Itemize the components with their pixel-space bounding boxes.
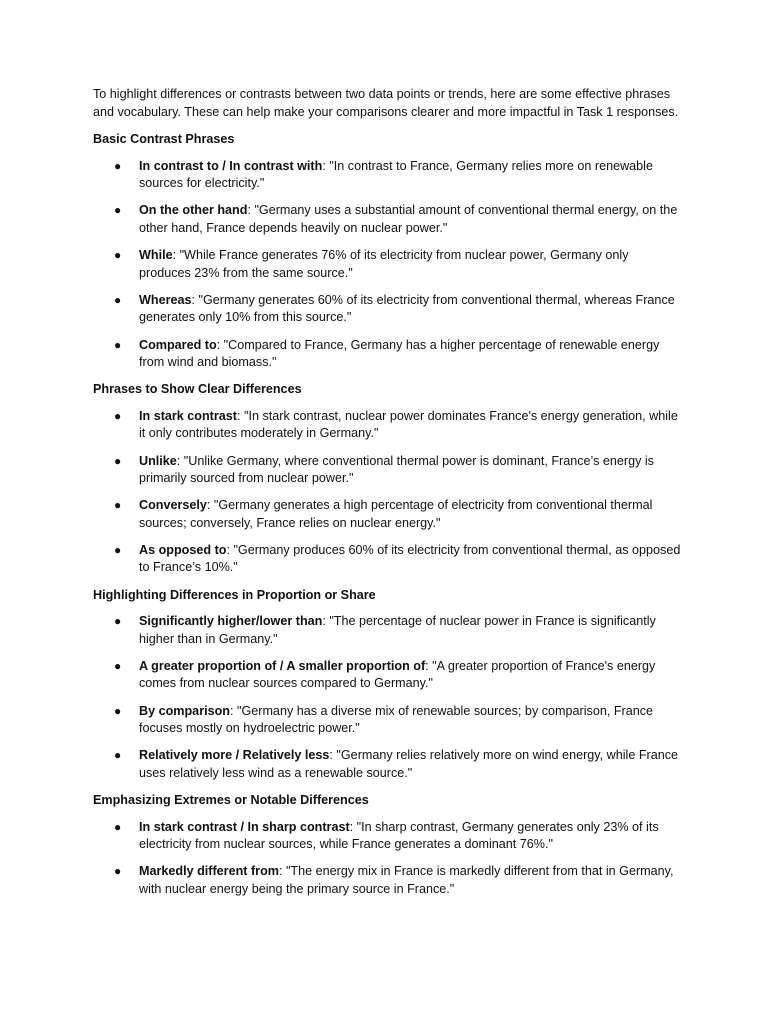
- bullet-icon: ●: [114, 158, 122, 173]
- item-term: Significantly higher/lower than: [139, 614, 323, 629]
- bullet-icon: ●: [114, 248, 122, 263]
- section-heading: Phrases to Show Clear Differences: [93, 382, 302, 397]
- list-item: [93, 202, 683, 237]
- bullet-icon: ●: [114, 408, 122, 423]
- item-term: By comparison: [139, 703, 230, 718]
- item-text: : "Germany relies relatively more on wind energy, while France uses relatively less wind as a renewable source.": [139, 748, 679, 780]
- bullet-icon: ●: [114, 292, 122, 307]
- item-term: As opposed to: [139, 542, 227, 557]
- section-heading: Highlighting Differences in Proportion or Share: [93, 587, 376, 602]
- list-item: [93, 292, 683, 327]
- bullet-icon: ●: [114, 614, 122, 629]
- bullet-list: [93, 819, 683, 899]
- section-heading: Emphasizing Extremes or Notable Differences: [93, 792, 369, 807]
- list-item: [93, 819, 683, 854]
- item-text: : "In stark contrast, nuclear power dominates France's energy generation, while it only contributes moderately in Germany.": [139, 408, 678, 441]
- item-text: : "The percentage of nuclear power in France is significantly higher than in Germany.": [139, 614, 656, 646]
- item-text: : "Compared to France, Germany has a higher percentage of renewable energy from wind and biomass.": [139, 337, 660, 370]
- bullet-list: [93, 613, 683, 782]
- item-term: Whereas: [139, 292, 192, 307]
- item-term: On the other hand: [139, 203, 248, 218]
- bullet-icon: ●: [114, 748, 122, 763]
- list-item: [93, 747, 683, 782]
- item-term: A greater proportion of / A smaller proportion of: [139, 658, 426, 673]
- list-item: [93, 497, 683, 532]
- bullet-icon: ●: [114, 658, 122, 673]
- item-text: : "Germany has a diverse mix of renewable sources; by comparison, France focuses mostly on hydroelectric power.": [139, 703, 654, 736]
- bullet-icon: ●: [114, 864, 122, 879]
- item-term: In contrast to / In contrast with: [139, 158, 323, 173]
- item-term: In stark contrast: [139, 408, 237, 423]
- item-text: : "While France generates 76% of its electricity from nuclear power, Germany only produces 23% from the same source.": [139, 248, 629, 280]
- list-item: [93, 658, 683, 693]
- list-item: [93, 337, 683, 372]
- list-item: [93, 158, 683, 193]
- list-item: [93, 247, 683, 282]
- section-heading: Basic Contrast Phrases: [93, 132, 235, 147]
- item-text: : "In sharp contrast, Germany generates only 23% of its electricity from nuclear sources, while France generates a dominant 76%.": [139, 819, 659, 852]
- list-item: [93, 613, 683, 648]
- item-text: : "A greater proportion of France's energy comes from nuclear sources compared to Germany.": [139, 658, 656, 691]
- document-page: [93, 86, 683, 908]
- item-term: In stark contrast / In sharp contrast: [139, 819, 350, 834]
- item-term: While: [139, 248, 173, 263]
- item-term: Conversely: [139, 498, 207, 513]
- item-text: : "The energy mix in France is markedly different from that in Germany, with nuclear energy being the primary source in France.": [139, 864, 674, 896]
- list-item: [93, 863, 683, 898]
- list-item: [93, 703, 683, 738]
- item-text: : "Germany generates a high percentage of electricity from conventional thermal sources; conversely, France relies on nuclear energy.": [139, 498, 653, 530]
- item-text: : "Unlike Germany, where conventional thermal power is dominant, France’s energy is primarily sourced from nuclear power.": [139, 453, 654, 486]
- list-item: [93, 408, 683, 443]
- item-text: : "In contrast to France, Germany relies more on renewable sources for electricity.": [139, 158, 653, 191]
- bullet-icon: ●: [114, 703, 122, 718]
- list-item: [93, 453, 683, 488]
- item-text: : "Germany produces 60% of its electricity from conventional thermal, as opposed to France’s 10%.": [139, 542, 681, 575]
- bullet-icon: ●: [114, 453, 122, 468]
- item-text: : "Germany generates 60% of its electricity from conventional thermal, whereas France generates only 10% from this source.": [139, 292, 675, 325]
- bullet-icon: ●: [114, 337, 122, 352]
- item-term: Relatively more / Relatively less: [139, 748, 330, 763]
- bullet-icon: ●: [114, 498, 122, 513]
- item-text: : "Germany uses a substantial amount of conventional thermal energy, on the other hand, France depends heavily on nuclear power.": [139, 203, 678, 236]
- bullet-icon: ●: [114, 542, 122, 557]
- item-term: Unlike: [139, 453, 177, 468]
- list-item: [93, 542, 683, 577]
- bullet-icon: ●: [114, 819, 122, 834]
- item-term: Compared to: [139, 337, 217, 352]
- item-term: Markedly different from: [139, 864, 279, 879]
- bullet-list: [93, 158, 683, 372]
- bullet-icon: ●: [114, 203, 122, 218]
- intro-paragraph: To highlight differences or contrasts between two data points or trends, here are some effective phrases and vocabulary. These can help make your comparisons clearer and more impactful in Task 1 responses.: [93, 87, 679, 119]
- bullet-list: [93, 408, 683, 577]
